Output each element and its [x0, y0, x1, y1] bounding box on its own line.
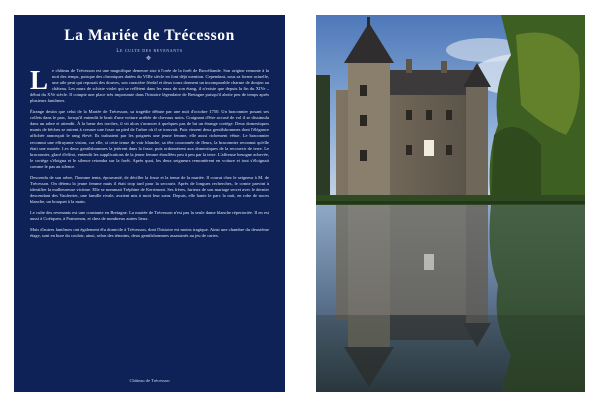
paragraph-4: Le culte des revenants est une constante en Bretagne. La mariée de Trécesson n'est pas la seule dame blanche répertoriée. Il en est aussi à Coëtquen, à Pontsenon, et chez de nombreux autres lieux. [30, 209, 269, 222]
article-body [30, 65, 269, 239]
drop-cap: L [30, 65, 49, 95]
left-page [14, 15, 285, 392]
castle-reflection-image [316, 15, 585, 392]
photo-caption: Château de Trécesson [129, 378, 170, 383]
page-subtitle: Le culte des revenants [116, 49, 183, 54]
paragraph-1-text: e château de Trécesson est une magnifique demeure sise à l'orée de la forêt de Brocéliande. Son origine remonte à la nuit des temps, puisque des chroniques datées du VIIIe siècle en font déjà mention. Cependant, sous sa forme actuelle, une aile peut qui reposait des douves, son caractère féodal et deux tours donnent un incomparable charme de donjon au château. Les murs de schiste violet qui se reflètent dans les eaux de son étang, il n'existe que depuis la fin du XIVe – début du XVe siècle. Il compte une place très importante dans l'histoire légendaire de Bretagne puisqu'il abrite peu de temps après plusieurs fantômes. [30, 68, 269, 104]
castle-photo [316, 15, 585, 392]
paragraph-2: Étrange destin que celui de la Mariée de Trécesson, sa tragédie débute par une nuit d'octobre 1750. Un braconnier posant ses collets dans le parc, lorsqu'il entendit le bruit d'une voiture arrêtée de chevaux noirs. Craignant d'être accusé de vol il se dissimula dans un arbre et attendit. À la lueur des torches, il vit alors s'avancer à quelques pas de lui un étrange cortège. Deux domestiques munis de bêches se mirent à creuser une fosse au pied de l'arbre où il se trouvait. Puis vinrent deux gentilshommes dont l'élégance affichée annonçait le rang élevé. Ils traînaient par les poignets une jeune femme, elle aussi richement vêtue. Le braconnier reconnut une effrayante vision, car elle, si cette tenue de voir blanche, sa tête couronnée de fleurs, la braconnier reconnut qu'elle était une mariée. Les deux gentilshommes la jetèrent dans la fosse, puis ordonnèrent aux domestiques de la recouvrir de terre. Le braconnier, glacé d'effroi, entendit les supplications de la jeune femme étouffées peu à peu par la terre. L'affreuse besogne achevée, le cortège s'éloigna et le silence retomba sur la forêt. Après quoi, les deux seigneurs remontèrent en voiture et tout s'éloignait comme le pas au silence. [30, 109, 269, 169]
paragraph-1 [30, 65, 269, 104]
paragraph-3: Descendu de son arbre, l'homme tenta, épouvanté, de déciller la fosse et la tenue de la mariée. Il courut chez le seigneur à M. de Trécesson. On détenu la jeune femme mais il était trop tard pour la secourir. Après de longues recherches, le comte parvint à identifier la malheureuse victime. Elle se nommait Tréphine de Kerrimont. Ses frères, furieux de son mariage secret avec le dernier descendant des Vauferrier, une famille rivale, avaient mis à mort leur sœur. Depuis, elle hante le parc la nuit, en robe de noces blanche, un bouquet à la main. [30, 174, 269, 204]
paragraph-5: Mais d'autres fantômes ont également élu domicile à Trécesson, dont l'histoire est moins tragique. Ainsi une chambre du deuxième étage, sont en bure du couloir, ainsi, selon des témoins, deux gentilshommes assassinés au jeu de cartes. [30, 227, 269, 239]
page-title: La Mariée de Trécesson [64, 27, 235, 44]
ornament-icon: ✥ [145, 56, 154, 62]
